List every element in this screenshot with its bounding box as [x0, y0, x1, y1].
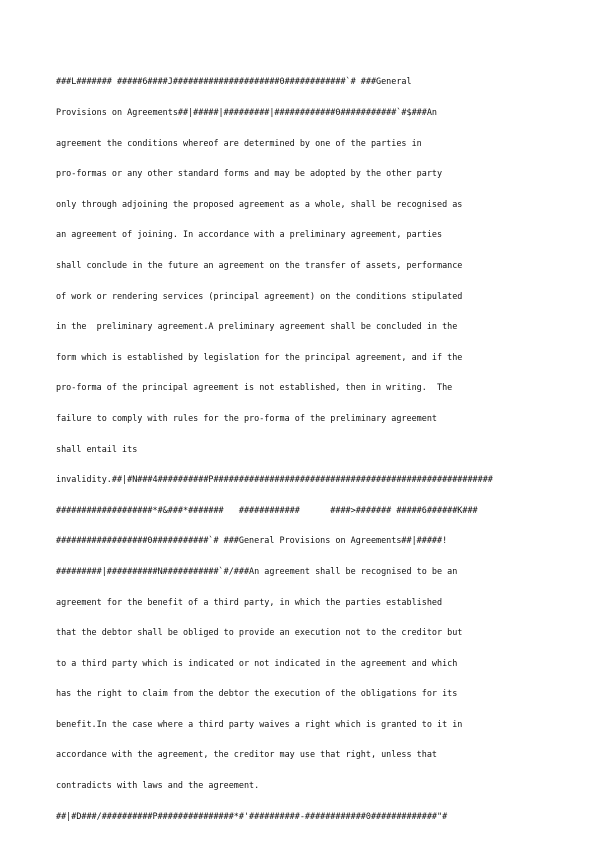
text-line: pro-forma of the principal agreement is not established, then in writing. The: [56, 382, 453, 393]
text-line: #########|##########N###########`#/###An agreement shall be recognised to be an: [56, 565, 458, 576]
text-line: an agreement of joining. In accordance with a preliminary agreement, parties: [56, 229, 443, 240]
text-line: has the right to claim from the debtor the execution of the obligations for its: [56, 688, 458, 699]
text-line: agreement for the benefit of a third party, in which the parties established: [56, 596, 443, 607]
text-line: invalidity.##|#N###4##########P#######################################################: [56, 474, 493, 485]
text-line: benefit.In the case where a third party waives a right which is granted to it in: [56, 718, 463, 729]
text-line: contradicts with laws and the agreement.: [56, 780, 260, 791]
text-line: failure to comply with rules for the pro-forma of the preliminary agreement: [56, 412, 437, 423]
text-line: to a third party which is indicated or not indicated in the agreement and which: [56, 657, 458, 668]
text-line: of work or rendering services (principal agreement) on the conditions stipulated: [56, 290, 463, 301]
text-line: form which is established by legislation for the principal agreement, and if the: [56, 351, 463, 362]
text-line: ###################*#&###*####### ############ ####>####### #####6######K###: [56, 504, 478, 515]
text-line: in the preliminary agreement.A preliminary agreement shall be concluded in the: [56, 321, 458, 332]
text-line: ##|#D###/##########P###############*#'##########-############0#############"#: [56, 810, 448, 821]
text-line: Provisions on Agreements##|#####|#########|############0###########`#$###An: [56, 107, 437, 117]
text-line: ###L####### #####6####J#####################0############`# ###General: [56, 76, 412, 87]
text-line: shall entail its: [56, 443, 138, 454]
document-text: [56, 56, 541, 841]
text-line: only through adjoining the proposed agreement as a whole, shall be recognised as: [56, 198, 463, 209]
text-line: shall conclude in the future an agreement on the transfer of assets, performance: [56, 259, 463, 270]
text-line: that the debtor shall be obliged to provide an execution not to the creditor but: [56, 627, 463, 638]
text-line: pro-formas or any other standard forms and may be adopted by the other party: [56, 168, 443, 179]
text-line: ##################0###########`# ###General Provisions on Agreements##|#####!: [56, 535, 448, 546]
text-line: agreement the conditions whereof are determined by one of the parties in: [56, 137, 422, 148]
text-line: accordance with the agreement, the creditor may use that right, unless that: [56, 749, 437, 760]
